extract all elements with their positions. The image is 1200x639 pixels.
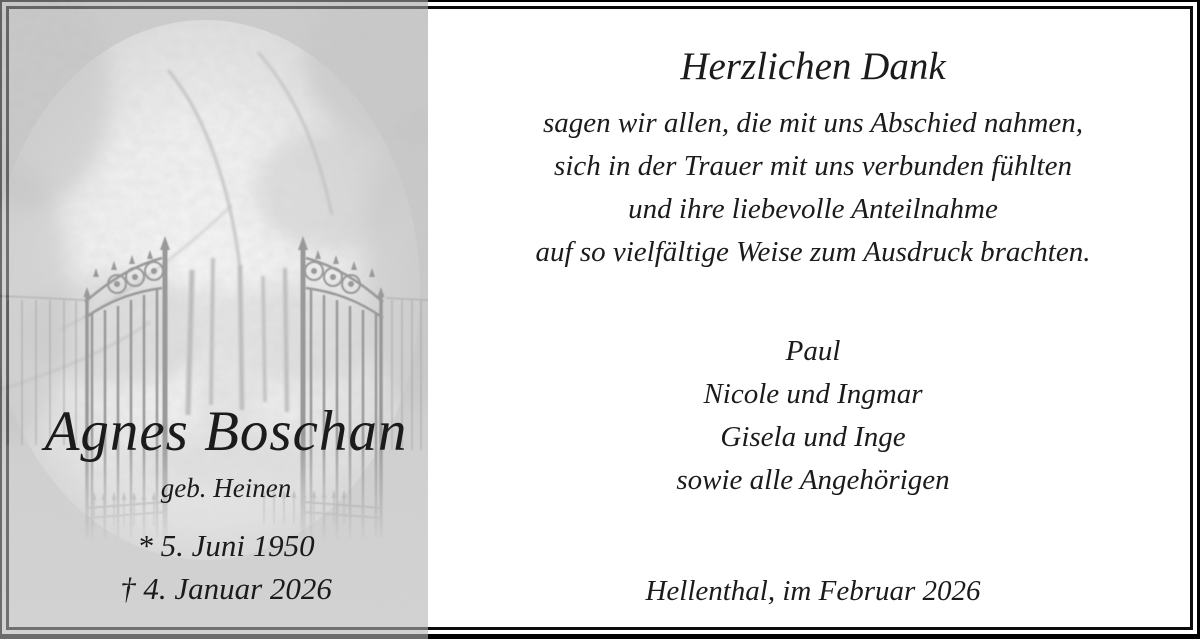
family-member: Paul [785,335,841,367]
deceased-name: Agnes Boschan [44,400,408,463]
deceased-info [0,0,452,639]
death-date: † 4. Januar 2026 [120,571,332,606]
life-dates [0,524,452,610]
family-member: sowie alle Angehörigen [676,464,950,496]
thank-you-message [430,0,1196,639]
birth-date: * 5. Juni 1950 [137,528,315,563]
message-line: sagen wir allen, die mit uns Abschied nahmen, [543,107,1083,139]
message-line: sich in der Trauer mit uns verbunden fühlten [554,150,1072,182]
deceased-birth-name: geb. Heinen [160,473,292,503]
family-member: Gisela und Inge [720,421,906,453]
family-member: Nicole und Ingmar [703,378,923,410]
message-body [430,102,1196,274]
family-names [430,330,1196,502]
closing-line: Hellenthal, im Februar 2026 [645,575,981,607]
message-title: Herzlichen Dank [680,45,946,88]
message-line: auf so vielfältige Weise zum Ausdruck brachten. [535,236,1091,268]
message-line: und ihre liebevolle Anteilnahme [628,193,998,225]
